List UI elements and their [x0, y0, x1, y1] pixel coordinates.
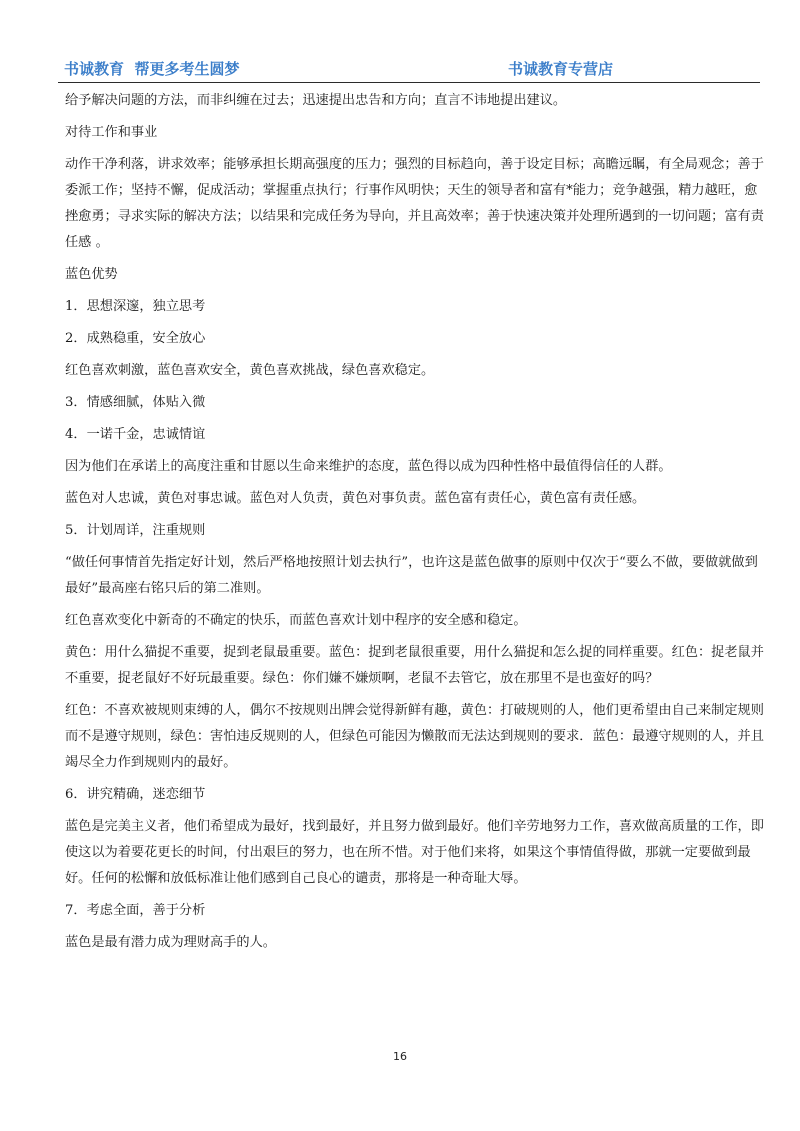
paragraph: 蓝色对人忠诚，黄色对事忠诚。蓝色对人负责，黄色对事负责。蓝色富有责任心，黄色富有责任感。 — [65, 491, 646, 506]
paragraph: 红色喜欢变化中新奇的不确定的快乐，而蓝色喜欢计划中程序的安全感和稳定。 — [65, 613, 527, 628]
list-item: 6．讲究精确，迷恋细节 — [65, 787, 206, 802]
section-heading: 蓝色优势 — [65, 267, 118, 282]
page-number: 16 — [393, 1050, 407, 1063]
document-body — [65, 88, 765, 962]
header-slogan: 书诚教育 帮更多考生圆梦 — [64, 60, 240, 78]
list-item: 4．一诺千金，忠诚情谊 — [65, 427, 206, 442]
header-store-name: 书诚教育专营店 — [508, 60, 614, 78]
list-item: 1．思想深邃，独立思考 — [65, 299, 206, 314]
paragraph: 蓝色是最有潜力成为理财高手的人。 — [65, 935, 276, 950]
list-item: 2．成熟稳重，安全放心 — [65, 331, 206, 346]
paragraph: 蓝色是完美主义者，他们希望成为最好，找到最好，并且努力做到最好。他们辛劳地努力工作，喜欢做高质量的工作，即使这以为着要花更长的时间，付出艰巨的努力，也在所不惜。对于他们来将，如果这个事情值得做，那就一定要做到最好。任何的松懈和放低标准让他们感到自己良心的谴责，那将是一种奇耻大辱。 — [65, 819, 764, 886]
list-item: 5．计划周详，注重规则 — [65, 523, 206, 538]
paragraph: 动作干净利落，讲求效率；能够承担长期高强度的压力；强烈的目标趋向，善于设定目标；高瞻远瞩，有全局观念；善于委派工作；坚持不懈，促成活动；掌握重点执行；行事作风明快；天生的领导者和富有*能力；竞争越强，精力越旺，愈挫愈勇；寻求实际的解决方法；以结果和完成任务为导向，并且高效率；善于快速决策并处理所遇到的一切问题；富有责任感 。 — [65, 157, 764, 250]
paragraph: 红色：不喜欢被规则束缚的人，偶尔不按规则出牌会觉得新鲜有趣，黄色：打破规则的人，他们更希望由自己来制定规则而不是遵守规则，绿色：害怕违反规则的人，但绿色可能因为懒散而无法达到规则的要求．蓝色：最遵守规则的人，并且竭尽全力作到规则内的最好。 — [65, 703, 764, 770]
list-item: 7．考虑全面，善于分析 — [65, 903, 206, 918]
paragraph: “做任何事情首先指定好计划，然后严格地按照计划去执行”，也许这是蓝色做事的原则中仅次于“要么不做，要做就做到最好”最高座右铭只后的第二准则。 — [65, 555, 758, 596]
list-item: 3．情感细腻，体贴入微 — [65, 395, 206, 410]
paragraph: 黄色：用什么猫捉不重要，捉到老鼠最重要。蓝色：捉到老鼠很重要，用什么猫捉和怎么捉的同样重要。红色：捉老鼠并不重要，捉老鼠好不好玩最重要。绿色：你们嫌不嫌烦啊，老鼠不去管它，放在那里不是也蛮好的吗？ — [65, 645, 764, 686]
section-heading: 对待工作和事业 — [65, 125, 158, 140]
page-header — [58, 58, 760, 83]
paragraph: 红色喜欢刺激，蓝色喜欢安全，黄色喜欢挑战，绿色喜欢稳定。 — [65, 363, 435, 378]
paragraph: 给予解决问题的方法，而非纠缠在过去；迅速提出忠告和方向；直言不讳地提出建议。 — [65, 93, 567, 108]
paragraph: 因为他们在承诺上的高度注重和甘愿以生命来维护的态度，蓝色得以成为四种性格中最值得信任的人群。 — [65, 459, 672, 474]
